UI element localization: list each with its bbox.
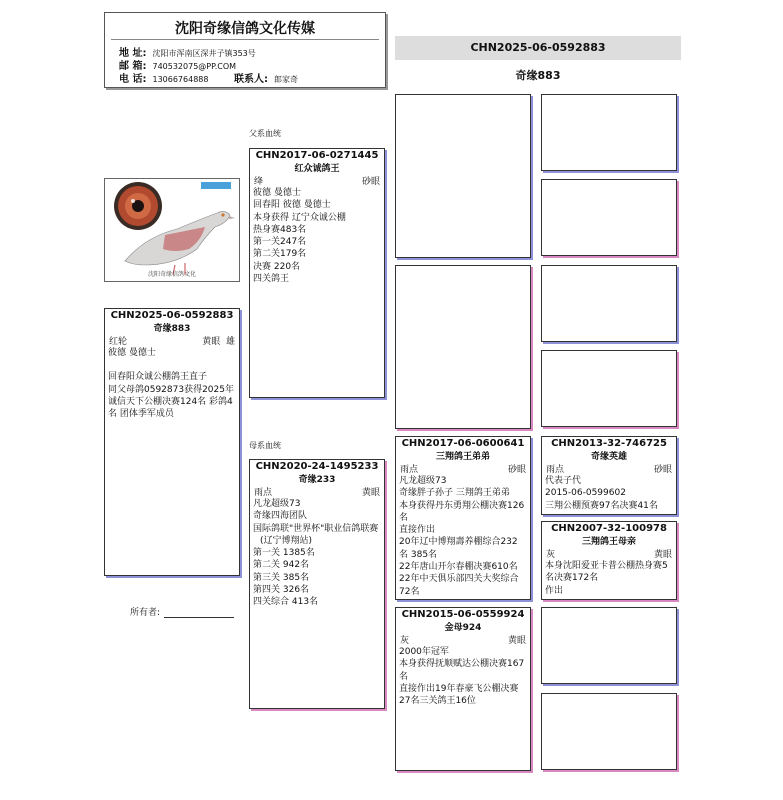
- card-line: 22年中天俱乐部四关大奖综合: [399, 574, 519, 585]
- card-line: 名决赛172名: [545, 573, 599, 584]
- card-line: 国际鸽联"世界杯"职业信鸽联赛: [253, 523, 379, 534]
- card-line: 22年唐山开尔春棚决赛610名: [399, 562, 518, 573]
- card-ring: CHN2017-06-0600641: [401, 438, 525, 449]
- card-ring: CHN2013-32-746725: [551, 438, 667, 449]
- dam-dam-card: [395, 607, 531, 771]
- card-line: 彼德 曼德士: [253, 188, 301, 198]
- ggp-card-1: [541, 94, 677, 171]
- owner-field: [130, 605, 234, 618]
- card-ring: CHN2007-32-100978: [551, 523, 667, 534]
- card-line: 第一关247名: [253, 237, 307, 248]
- card-line: 热身赛483名: [253, 224, 307, 235]
- phone-value: 13066764888: [152, 75, 209, 84]
- dam-sire-sire-card: [541, 436, 677, 515]
- card-line: (辽宁博翔站): [260, 535, 313, 546]
- card-name: 红众诚鸽王: [294, 164, 340, 174]
- card-name: 奇缘英雄: [590, 452, 627, 462]
- card-line: 名 385名: [399, 549, 438, 560]
- contact-value: 郎家奇: [273, 75, 298, 84]
- header-box: [104, 12, 386, 88]
- address-label: 地 址:: [119, 48, 147, 59]
- card-eye: 砂眼: [361, 177, 380, 187]
- card-line: 本身获得抚顺赋达公棚决赛167: [399, 659, 525, 670]
- card-line: 本身获得丹东勇翔公棚决赛126: [399, 500, 525, 511]
- card-line: [105, 359, 239, 371]
- card-line: 第一关 1385名: [253, 548, 315, 559]
- ggp-card-7: [541, 607, 677, 684]
- subject-card: [104, 308, 240, 576]
- card-line: 直接作出19年春豪飞公棚决赛: [399, 683, 519, 694]
- contact-label: 联系人:: [233, 74, 268, 85]
- card-name: 三翔鸽王弟弟: [435, 452, 490, 462]
- card-attributes: [250, 485, 384, 498]
- card-line: 凡龙超级73: [253, 499, 301, 509]
- card-line: 第四关 326名: [253, 585, 310, 596]
- card-attributes: [396, 462, 530, 475]
- card-line: 名 团体季军成员: [108, 409, 174, 420]
- card-ring: CHN2015-06-0559924: [401, 609, 525, 620]
- subject-name: 奇缘883: [515, 69, 561, 82]
- mail-label: 邮 箱:: [119, 61, 147, 72]
- ggp-card-4: [541, 350, 677, 427]
- card-line: 四关鸽王: [253, 274, 290, 285]
- card-line: 本身沈阳爱亚卡普公棚热身赛5: [545, 561, 668, 571]
- card-line: 本身获得 辽宁众诚公棚: [253, 212, 346, 223]
- card-color: 雨点: [254, 488, 273, 498]
- card-line: 20年辽中博翔壽养棚综合232: [399, 537, 518, 548]
- dam-card: [249, 459, 385, 709]
- dam-sire-card: [395, 436, 531, 600]
- pigeon-illustration: [105, 179, 239, 281]
- subject-ring-bar: CHN2025-06-0592883: [395, 36, 681, 60]
- card-color: 雨点: [546, 465, 565, 475]
- card-line: 同父母鸽0592873获得2025年: [108, 384, 234, 395]
- card-color: 绛: [254, 177, 264, 187]
- sire-card: [249, 148, 385, 398]
- card-attributes: [542, 547, 676, 560]
- card-line: 决赛 220名: [253, 261, 301, 272]
- card-line: 三翔公棚预赛97名决赛41名: [545, 500, 658, 511]
- card-line: 第二关 942名: [253, 560, 310, 571]
- card-line: 诚信天下公棚决赛124名 彩鸽4: [108, 396, 233, 407]
- card-attributes: [542, 462, 676, 475]
- ggp-card-3: [541, 265, 677, 342]
- ggp-card-2: [541, 179, 677, 256]
- card-line: 直接作出: [399, 525, 436, 536]
- header-divider: [111, 39, 379, 40]
- card-ring: CHN2020-24-1495233: [255, 461, 379, 472]
- card-name: 三翔鸽王母亲: [581, 537, 636, 547]
- card-name: 金母924: [444, 623, 482, 633]
- owner-label: 所有者:: [130, 608, 161, 618]
- card-attributes: [250, 174, 384, 187]
- card-attributes: [105, 334, 239, 347]
- card-line: 彼德 曼德士: [108, 348, 156, 358]
- card-line: 代表子代: [545, 476, 582, 486]
- card-ring: CHN2025-06-0592883: [110, 310, 234, 321]
- card-color: 灰: [400, 636, 410, 646]
- card-line: 回春阳 彼德 曼德士: [253, 200, 331, 211]
- card-line: 作出: [545, 585, 564, 596]
- owner-signature-line[interactable]: [164, 617, 234, 618]
- card-line: 回春阳众诚公棚鸽王直子: [108, 372, 208, 383]
- card-eye: 黄眼: [507, 636, 526, 646]
- card-line: 27名三关鸽王16位: [399, 696, 476, 707]
- card-eye: 黄眼: [361, 488, 380, 498]
- pigeon-photo: [104, 178, 240, 282]
- card-color: 雨点: [400, 465, 419, 475]
- mail-value: 740532075@PP.COM: [152, 62, 237, 71]
- ggp-card-8: [541, 693, 677, 770]
- card-line: 72名: [399, 586, 420, 597]
- card-ring: CHN2017-06-0271445: [255, 150, 379, 161]
- dam-sire-dam-card: [541, 521, 677, 600]
- logo-mark: [201, 182, 231, 189]
- sire-sire-card: [395, 94, 531, 258]
- company-name: 沈阳奇缘信鸽文化传媒: [175, 21, 315, 37]
- card-eye: 砂眼: [653, 465, 672, 475]
- card-eye: 砂眼: [507, 465, 526, 475]
- card-line: 第三关 385名: [253, 572, 310, 583]
- card-line: 名: [399, 512, 409, 523]
- card-line: 第二关179名: [253, 249, 307, 260]
- card-line: 名: [399, 671, 409, 682]
- card-line: 凡龙超级73: [399, 476, 447, 486]
- card-name: 奇缘883: [153, 324, 191, 334]
- card-line: 2000年冠军: [399, 647, 449, 657]
- dam-side-label: 母系血统: [249, 441, 281, 450]
- address-value: 沈阳市浑南区深井子镇353号: [152, 49, 256, 58]
- sire-dam-card: [395, 265, 531, 429]
- card-color: 红轮: [109, 337, 128, 347]
- card-line: 奇缘胖子孙子 三翔鸽王弟弟: [399, 488, 510, 499]
- card-attributes: [396, 633, 530, 646]
- sire-side-label: 父系血统: [249, 129, 281, 138]
- card-eye: 黄眼: [653, 550, 672, 560]
- card-line: 奇缘四海团队: [253, 511, 308, 522]
- phone-row: [119, 70, 298, 85]
- card-name: 奇缘233: [298, 475, 336, 485]
- card-line: 四关综合 413名: [253, 597, 319, 608]
- card-color: 灰: [546, 550, 556, 560]
- card-eye: 黄眼 雄: [202, 337, 235, 347]
- card-line: 2015-06-0599602: [545, 488, 626, 499]
- phone-label: 电 话:: [119, 74, 147, 85]
- photo-caption: 沈阳奇缘信鸽文化: [147, 271, 196, 278]
